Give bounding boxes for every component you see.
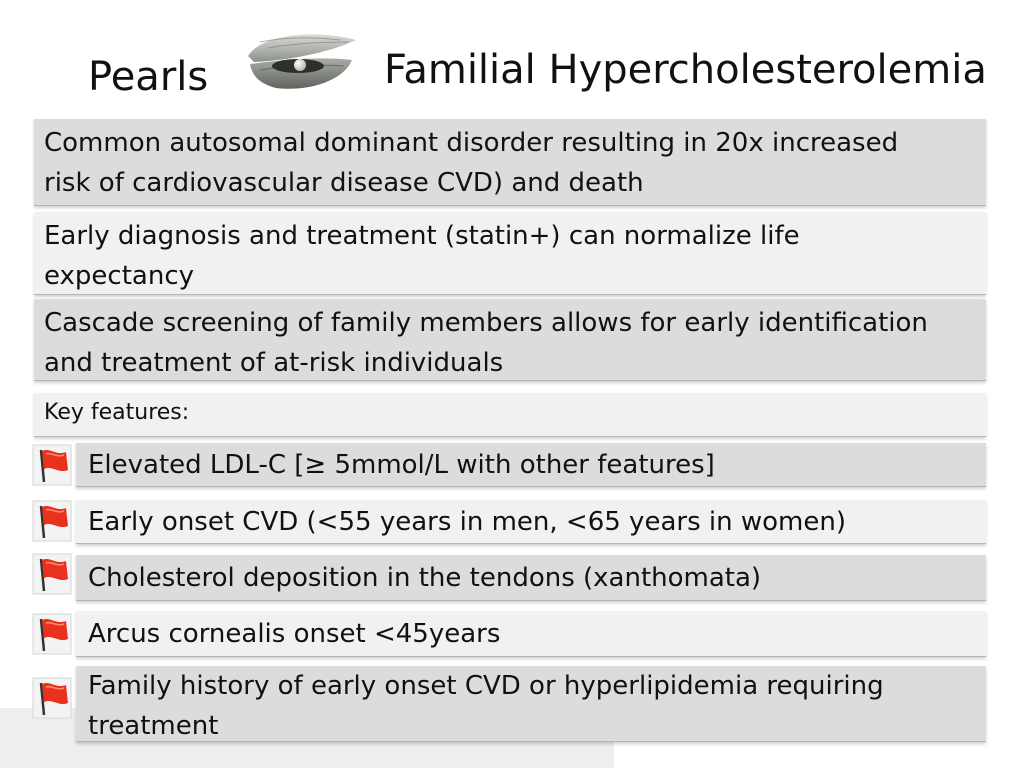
- feature-item-4: Arcus cornealis onset <45years: [76, 611, 986, 657]
- feature-item-5: Family history of early onset CVD or hyperlipidemia requiring treatment: [76, 666, 986, 742]
- feature-item-3: Cholesterol deposition in the tendons (xanthomata): [76, 555, 986, 601]
- pearl-point-3: Cascade screening of family members allows for early identification and treatment of at-risk individuals: [34, 299, 986, 381]
- slide-title-topic: Familial Hypercholesterolemia: [384, 47, 987, 93]
- feature-item-2: Early onset CVD (<55 years in men, <65 years in women): [76, 500, 986, 544]
- red-flag-icon: [32, 444, 72, 486]
- pearl-point-2: Early diagnosis and treatment (statin+) can normalize life expectancy: [34, 212, 986, 295]
- oyster-with-pearl-icon: [240, 30, 362, 96]
- pearl-point-1: Common autosomal dominant disorder resulting in 20x increased risk of cardiovascular disease CVD) and death: [34, 119, 986, 206]
- red-flag-icon: [32, 677, 72, 719]
- slide-title-pearls: Pearls: [88, 54, 209, 100]
- feature-item-1: Elevated LDL-C [≥ 5mmol/L with other features]: [76, 443, 986, 487]
- key-features-label: Key features:: [34, 393, 986, 437]
- red-flag-icon: [32, 613, 72, 655]
- red-flag-icon: [32, 553, 72, 595]
- red-flag-icon: [32, 500, 72, 542]
